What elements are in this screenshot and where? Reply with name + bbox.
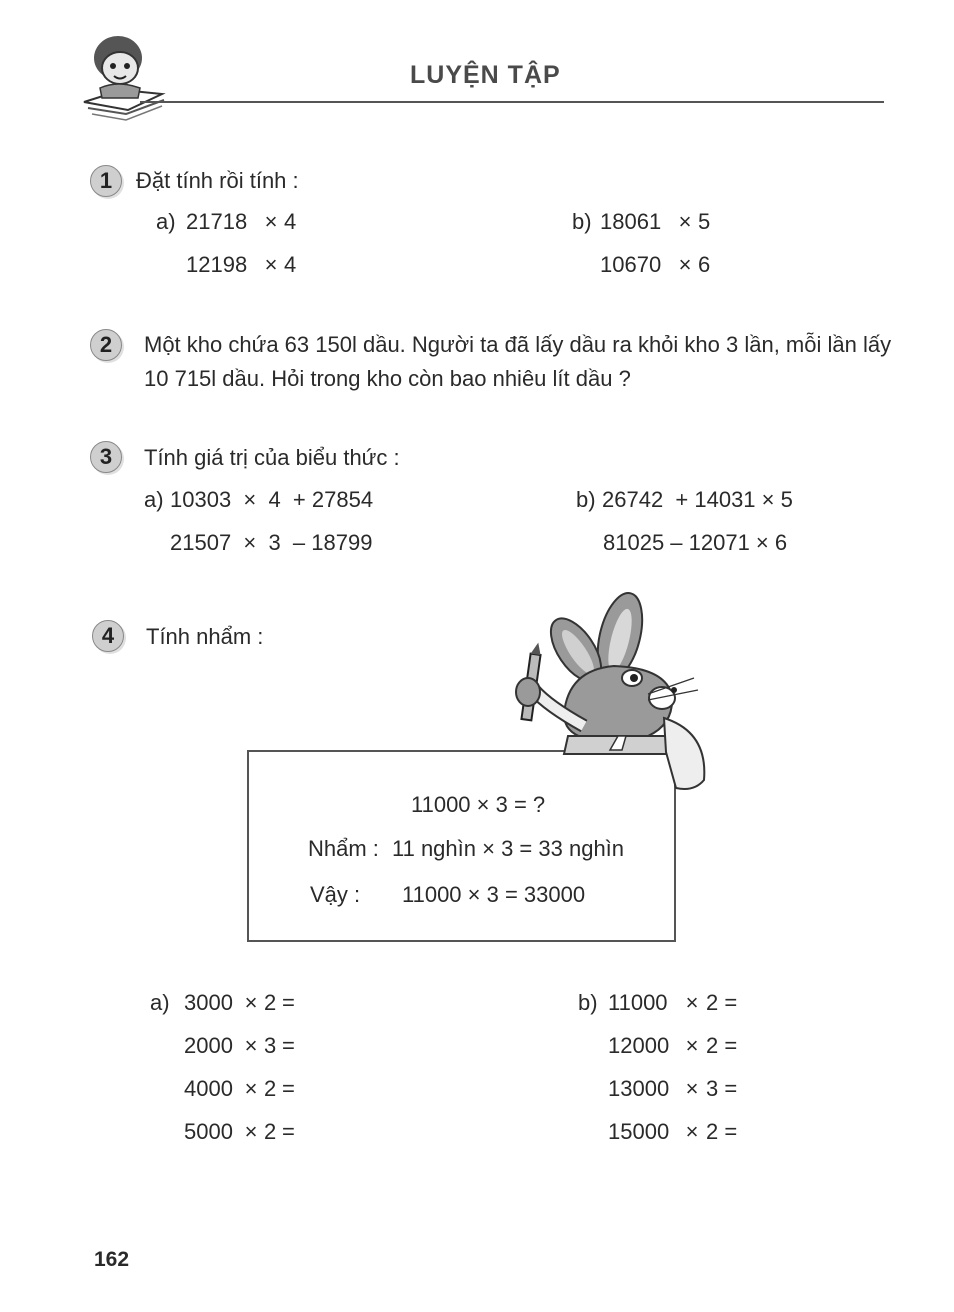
expression: 10303 × 4 + 27854 bbox=[170, 487, 374, 512]
exercise-1-instruction: Đặt tính rồi tính : bbox=[136, 168, 299, 193]
ex3-a-row-1 bbox=[144, 487, 373, 513]
times-sign: × bbox=[685, 1076, 699, 1101]
operand-2: 2 = bbox=[706, 1033, 738, 1058]
operand-1: 2000 bbox=[184, 1033, 233, 1058]
ex1-a-row-1 bbox=[156, 209, 296, 235]
times-sign: × bbox=[264, 252, 278, 277]
operand-2: 2 bbox=[264, 1119, 277, 1144]
ex4-b-row-4 bbox=[608, 1119, 737, 1145]
expression: 21507 × 3 – 18799 bbox=[170, 530, 373, 555]
expression: 81025 – 12071 × 6 bbox=[603, 530, 788, 555]
operand-1: 12000 bbox=[608, 1033, 670, 1058]
exercise-2-badge: 2 bbox=[90, 329, 122, 361]
equals-sign: = bbox=[282, 1119, 295, 1144]
ex4-a-row-3 bbox=[184, 1076, 295, 1102]
ex1-b-label: b) bbox=[572, 209, 592, 234]
ex4-a-row-2 bbox=[184, 1033, 295, 1059]
exercise-1-badge: 1 bbox=[90, 165, 122, 197]
boy-reading-illustration bbox=[78, 28, 170, 124]
operand-2: 2 bbox=[264, 1076, 277, 1101]
ex4-a-label: a) bbox=[150, 990, 170, 1015]
operand-2: 2 bbox=[264, 990, 277, 1015]
operand-1: 12198 bbox=[186, 252, 248, 277]
vay-text: 11000 × 3 = 33000 bbox=[402, 882, 586, 907]
ex4-b-row-1 bbox=[578, 990, 737, 1016]
operand-1: 13000 bbox=[608, 1076, 670, 1101]
times-sign: × bbox=[244, 990, 258, 1015]
rabbit-illustration bbox=[498, 586, 712, 800]
operand-2: 5 bbox=[698, 209, 711, 234]
operand-1: 5000 bbox=[184, 1119, 233, 1144]
ex1-a-label: a) bbox=[156, 209, 176, 234]
operand-2: 6 bbox=[698, 252, 711, 277]
ex3-a-label: a) bbox=[144, 487, 164, 512]
equals-sign: = bbox=[282, 990, 295, 1015]
times-sign: × bbox=[244, 1076, 258, 1101]
ex4-b-label: b) bbox=[578, 990, 598, 1015]
operand-1: 3000 bbox=[184, 990, 233, 1015]
times-sign: × bbox=[264, 209, 278, 234]
operand-1: 15000 bbox=[608, 1119, 670, 1144]
operand-2: 2 = bbox=[706, 990, 738, 1015]
ex3-b-label: b) bbox=[576, 487, 596, 512]
ex4-b-row-3 bbox=[608, 1076, 737, 1102]
ex1-b-row-2 bbox=[600, 252, 710, 278]
operand-1: 4000 bbox=[184, 1076, 233, 1101]
vay-label: Vậy : bbox=[310, 882, 361, 907]
ex4-b-row-2 bbox=[608, 1033, 737, 1059]
page-number: 162 bbox=[94, 1248, 130, 1271]
equals-sign: = bbox=[282, 1076, 295, 1101]
times-sign: × bbox=[685, 1033, 699, 1058]
ex4-a-row-1 bbox=[150, 990, 295, 1016]
operand-2: 4 bbox=[284, 209, 297, 234]
exercise-3-instruction: Tính giá trị của biểu thức : bbox=[144, 445, 400, 470]
times-sign: × bbox=[678, 252, 692, 277]
ex1-a-row-2 bbox=[186, 252, 296, 278]
operand-1: 10670 bbox=[600, 252, 662, 277]
exercise-2-line-2: 10 715l dầu. Hỏi trong kho còn bao nhiêu lít dầu ? bbox=[144, 366, 631, 391]
times-sign: × bbox=[685, 990, 699, 1015]
ex3-a-row-2 bbox=[170, 530, 372, 556]
example-nham-row bbox=[308, 836, 624, 862]
operand-2: 3 bbox=[264, 1033, 277, 1058]
times-sign: × bbox=[685, 1119, 699, 1144]
example-question: 11000 × 3 = ? bbox=[411, 792, 546, 817]
expression: 26742 + 14031 × 5 bbox=[602, 487, 793, 512]
ex1-b-row-1 bbox=[572, 209, 710, 235]
equals-sign: = bbox=[282, 1033, 295, 1058]
times-sign: × bbox=[244, 1033, 258, 1058]
example-vay-row bbox=[310, 882, 585, 908]
title-divider bbox=[140, 101, 884, 103]
operand-1: 21718 bbox=[186, 209, 248, 234]
nham-text: 11 nghìn × 3 = 33 nghìn bbox=[392, 836, 625, 861]
ex3-b-row-2 bbox=[603, 530, 787, 556]
page-title: LUYỆN TẬP bbox=[410, 61, 561, 89]
operand-2: 3 = bbox=[706, 1076, 738, 1101]
exercise-3-badge: 3 bbox=[90, 441, 122, 473]
nham-label: Nhẩm : bbox=[308, 836, 379, 861]
operand-1: 18061 bbox=[600, 209, 662, 234]
exercise-4-instruction: Tính nhẩm : bbox=[146, 624, 264, 649]
exercise-2-line-1: Một kho chứa 63 150l dầu. Người ta đã lấy dầu ra khỏi kho 3 lần, mỗi lần lấy bbox=[144, 332, 892, 357]
operand-2: 4 bbox=[284, 252, 297, 277]
ex3-b-row-1 bbox=[576, 487, 793, 513]
operand-1: 11000 bbox=[608, 990, 668, 1015]
ex4-a-row-4 bbox=[184, 1119, 295, 1145]
exercise-4-badge: 4 bbox=[92, 620, 124, 652]
times-sign: × bbox=[244, 1119, 258, 1144]
times-sign: × bbox=[678, 209, 692, 234]
operand-2: 2 = bbox=[706, 1119, 738, 1144]
